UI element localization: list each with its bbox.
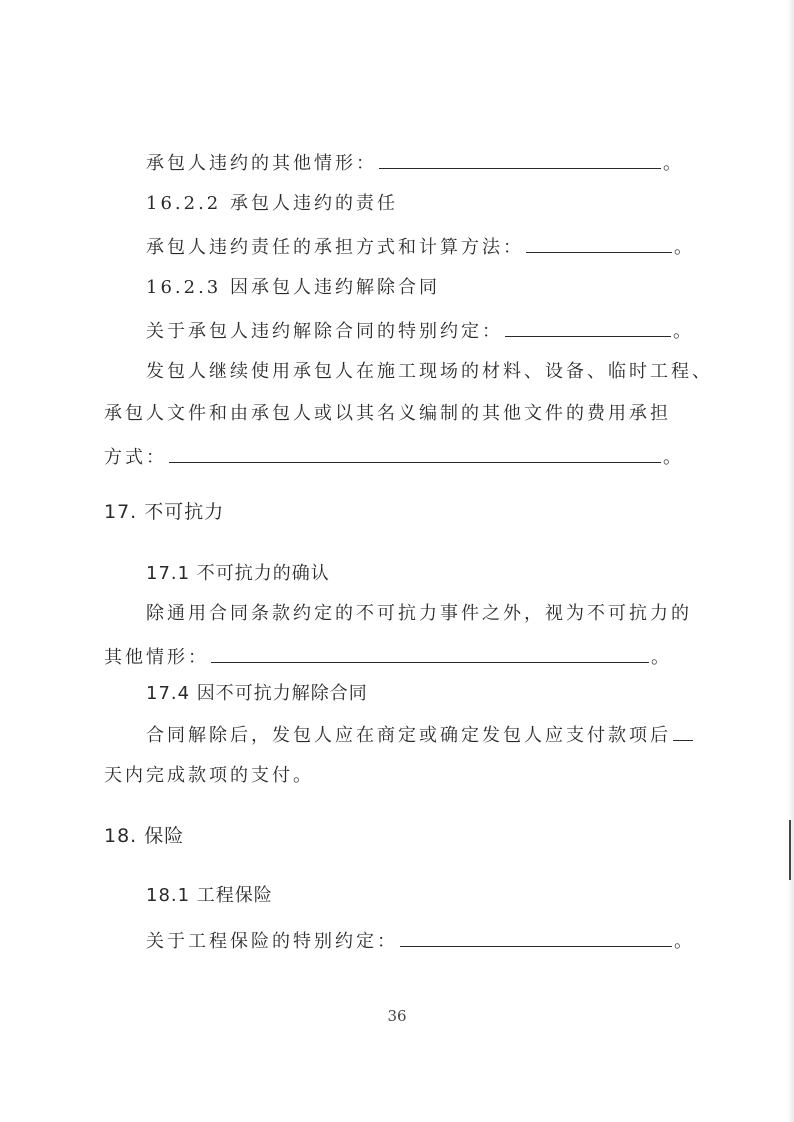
clause-line-termination-agreement bbox=[146, 318, 694, 344]
clause-text: 发包人继续使用承包人在施工现场的材料、设备、临时工程、 bbox=[146, 361, 713, 382]
period: 。 bbox=[663, 447, 684, 468]
clause-heading-16-2-2 bbox=[146, 192, 398, 216]
clause-text: 关于工程保险的特别约定： bbox=[146, 931, 398, 952]
subsection-heading-17-4: 17.4 因不可抗力解除合同 bbox=[146, 683, 368, 704]
period: 。 bbox=[674, 237, 695, 258]
fill-blank[interactable] bbox=[400, 928, 672, 947]
period: 。 bbox=[663, 153, 684, 174]
clause-text: 方式： bbox=[104, 447, 167, 468]
clause-line-force-majeure-1 bbox=[146, 602, 692, 626]
clause-line-insurance bbox=[146, 928, 695, 954]
clause-line-materials-2 bbox=[104, 402, 671, 426]
subsection-heading-17-1: 17.1 不可抗力的确认 bbox=[146, 563, 330, 584]
clause-line-other-breach bbox=[146, 150, 684, 176]
clause-text: 其他情形： bbox=[104, 647, 209, 668]
clause-text: 16.2.3 因承包人违约解除合同 bbox=[146, 277, 440, 298]
period: 。 bbox=[674, 931, 695, 952]
page-number: 36 bbox=[387, 1007, 407, 1025]
clause-text: 承包人违约责任的承担方式和计算方法： bbox=[146, 237, 524, 258]
subsection-heading-18-1: 18.1 工程保险 bbox=[146, 885, 273, 906]
clause-text: 天内完成款项的支付。 bbox=[104, 765, 314, 786]
clause-line-cost-method bbox=[104, 444, 684, 470]
clause-text: 承包人违约的其他情形： bbox=[146, 153, 377, 174]
period: 。 bbox=[673, 321, 694, 342]
clause-text: 16.2.2 承包人违约的责任 bbox=[146, 193, 398, 214]
clause-text: 合同解除后，发包人应在商定或确定发包人应支付款项后 bbox=[146, 725, 671, 746]
clause-line-materials-1 bbox=[146, 360, 713, 384]
clause-heading-16-2-3 bbox=[146, 276, 440, 300]
fill-blank-days[interactable] bbox=[673, 722, 693, 741]
fill-blank[interactable] bbox=[211, 644, 649, 663]
fill-blank[interactable] bbox=[505, 318, 671, 337]
clause-text: 承包人文件和由承包人或以其名义编制的其他文件的费用承担 bbox=[104, 403, 671, 424]
clause-line-payment-1 bbox=[146, 722, 695, 748]
clause-line-force-majeure-2 bbox=[104, 644, 672, 670]
section-heading-17: 17. 不可抗力 bbox=[104, 501, 225, 523]
fill-blank[interactable] bbox=[526, 234, 672, 253]
clause-line-payment-2 bbox=[104, 764, 314, 788]
clause-text: 关于承包人违约解除合同的特别约定： bbox=[146, 321, 503, 342]
clause-text: 除通用合同条款约定的不可抗力事件之外，视为不可抗力的 bbox=[146, 603, 692, 624]
fill-blank[interactable] bbox=[169, 444, 661, 463]
page-edge-scan-shadow bbox=[788, 0, 794, 1122]
section-heading-18: 18. 保险 bbox=[104, 825, 185, 847]
clause-line-liability-method bbox=[146, 234, 695, 260]
fill-blank[interactable] bbox=[379, 150, 661, 169]
period: 。 bbox=[651, 647, 672, 668]
